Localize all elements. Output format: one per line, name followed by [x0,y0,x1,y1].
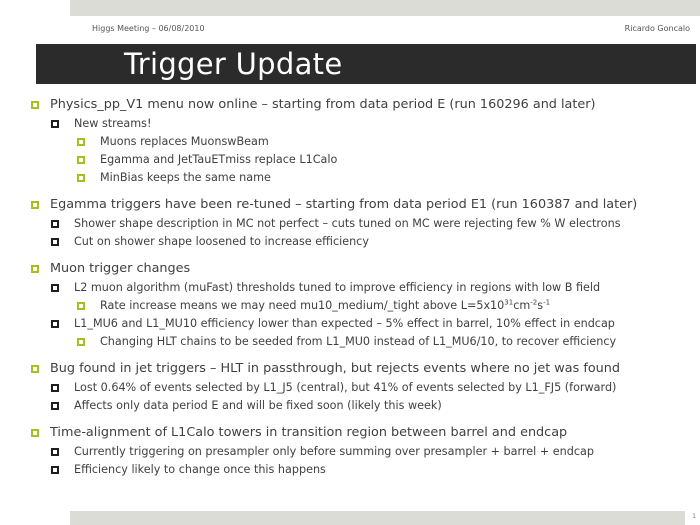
sub-sub-bullet-item [30,151,696,169]
sub-bullet-square-icon [51,402,59,410]
sub-sub-bullet-square-icon [77,156,85,164]
bullet-item [30,359,696,379]
bullet-square-icon [31,101,39,109]
sub-sub-bullet-item [30,297,696,315]
bullet-list [30,95,696,479]
bullet-text: Bug found in jet triggers – HLT in passthrough, but rejects events where no jet was found [50,361,620,376]
sub-bullet-text: Currently triggering on presampler only before summing over presampler + barrel + endcap [74,445,594,458]
sub-bullet-text: Cut on shower shape loosened to increase efficiency [74,235,369,248]
author-header: Ricardo Goncalo [624,24,690,33]
sub-bullet-square-icon [51,466,59,474]
sub-bullet-item [30,443,696,461]
sub-bullet-square-icon [51,284,59,292]
bullet-item [30,195,696,215]
sub-sub-bullet-text [100,297,696,315]
sub-bullet-item [30,233,696,251]
sub-sub-bullet-text: Muons replaces MuonswBeam [100,135,269,148]
sub-bullet-square-icon [51,238,59,246]
unit-s-exponent: -1 [543,298,551,307]
sub-bullet-square-icon [51,120,59,128]
sub-bullet-text: Affects only data period E and will be fixed soon (likely this week) [74,399,442,412]
sub-sub-bullet-item [30,333,696,351]
luminosity-exponent: 31 [504,298,514,307]
bullet-item [30,95,696,115]
sub-sub-bullet-square-icon [77,338,85,346]
sub-bullet-text: L2 muon algorithm (muFast) thresholds tuned to improve efficiency in regions with low B field [74,281,601,294]
bullet-square-icon [31,265,39,273]
sub-bullet-text: Efficiency likely to change once this happens [74,463,326,476]
sub-bullet-item [30,115,696,133]
unit-cm: cm [513,299,531,312]
sub-sub-bullet-square-icon [77,138,85,146]
bottom-decorative-strip [70,511,685,525]
luminosity-text: Rate increase means we may need mu10_medium/_tight above L=5x10 [100,299,505,312]
sub-bullet-item [30,379,696,397]
unit-cm-exponent: -2 [530,298,538,307]
bullet-square-icon [31,429,39,437]
unit-s: s [537,299,544,312]
bullet-text: Physics_pp_V1 menu now online – starting from data period E (run 160296 and later) [50,97,596,112]
bullet-item [30,259,696,279]
bullet-square-icon [31,201,39,209]
bullet-item [30,423,696,443]
sub-sub-bullet-text: Changing HLT chains to be seeded from L1_MU0 instead of L1_MU6/10, to recover efficiency [100,335,617,348]
sub-bullet-item [30,315,696,333]
bullet-text: Muon trigger changes [50,261,191,276]
sub-bullet-item [30,215,696,233]
sub-bullet-text: New streams! [74,117,152,130]
sub-bullet-text: L1_MU6 and L1_MU10 efficiency lower than expected – 5% effect in barrel, 10% effect in endcap [74,317,615,330]
sub-bullet-square-icon [51,384,59,392]
bullet-square-icon [31,365,39,373]
slide-title: Trigger Update [124,47,343,81]
sub-bullet-item [30,461,696,479]
sub-bullet-square-icon [51,220,59,228]
sub-sub-bullet-square-icon [77,302,85,310]
sub-bullet-text: Shower shape description in MC not perfect – cuts tuned on MC were rejecting few % W electrons [74,217,621,230]
sub-sub-bullet-text: Egamma and JetTauETmiss replace L1Calo [100,153,338,166]
sub-sub-bullet-item [30,169,696,187]
sub-sub-bullet-text: MinBias keeps the same name [100,171,271,184]
bullet-text: Time-alignment of L1Calo towers in transition region between barrel and endcap [50,425,568,440]
top-decorative-strip [70,0,700,16]
sub-bullet-item [30,397,696,415]
sub-bullet-text: Lost 0.64% of events selected by L1_J5 (central), but 41% of events selected by L1_FJ5 (forward) [74,381,617,394]
page-number: 1 [692,513,696,520]
sub-sub-bullet-square-icon [77,174,85,182]
sub-sub-bullet-item [30,133,696,151]
bullet-text: Egamma triggers have been re-tuned – starting from data period E1 (run 160387 and later) [50,197,638,212]
sub-bullet-square-icon [51,320,59,328]
sub-bullet-item [30,279,696,297]
meeting-header: Higgs Meeting – 06/08/2010 [92,24,205,33]
sub-bullet-square-icon [51,448,59,456]
title-bar [36,44,696,84]
